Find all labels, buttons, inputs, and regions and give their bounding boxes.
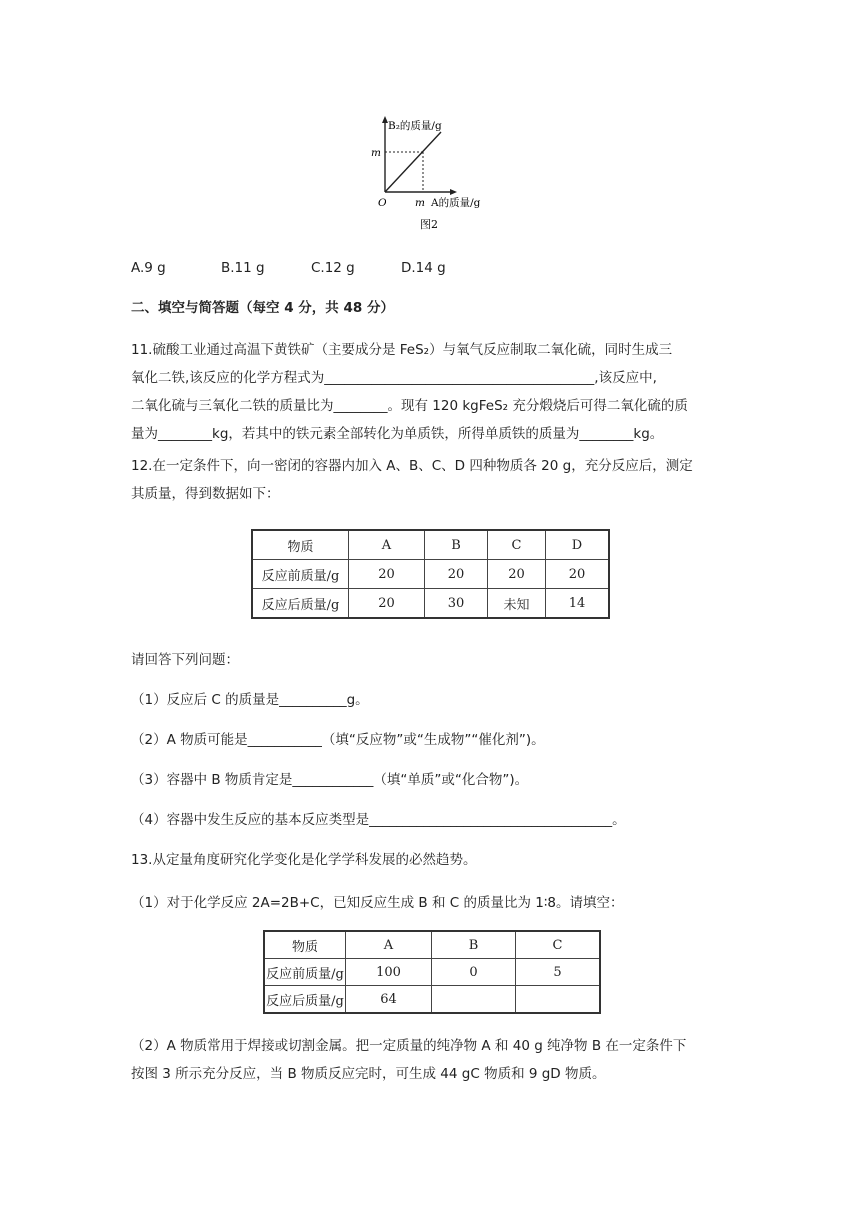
question-12 (131, 452, 731, 508)
table-cell: 物质 (252, 530, 349, 560)
table-row (252, 530, 609, 560)
table-cell: 64 (346, 986, 432, 1014)
choice-c[interactable]: C.12 g (311, 260, 355, 276)
table-cell: A (346, 931, 432, 959)
q12-prompt: 请回答下列问题： (131, 652, 239, 668)
choice-a[interactable]: A.9 g (131, 260, 166, 276)
table-cell: 反应前质量/g (264, 959, 346, 986)
q13-sub-1: （1）对于化学反应 2A=2B+C，已知反应生成 B 和 C 的质量比为 1∶8。请填空： (131, 895, 624, 911)
table-cell (432, 986, 516, 1014)
q11-line-3: 二氧化硫与三氧化二铁的质量比为________。现有 120 kgFeS₂ 充分煅烧后可得二氧化硫的质 (131, 398, 688, 414)
table-cell: B (432, 931, 516, 959)
q11-line-4: 量为________kg，若其中的铁元素全部转化为单质铁，所得单质铁的质量为________kg。 (131, 426, 664, 442)
q12-line-2: 其质量，得到数据如下： (131, 486, 280, 502)
table-cell (516, 986, 601, 1014)
table-cell: 物质 (264, 931, 346, 959)
q12-sub-4: （4）容器中发生反应的基本反应类型是____________________________________。 (131, 812, 626, 828)
q12-sub-2: （2）A 物质可能是___________（填“反应物”或“生成物”“催化剂”)。 (131, 732, 545, 748)
q13-sub-2 (131, 1032, 731, 1088)
table-cell: 0 (432, 959, 516, 986)
table-cell: 100 (346, 959, 432, 986)
table-cell: 反应后质量/g (264, 986, 346, 1014)
answer-choices (131, 258, 446, 278)
q13-sub-2-line-2: 按图 3 所示充分反应，当 B 物质反应完时，可生成 44 gC 物质和 9 gD 物质。 (131, 1066, 606, 1082)
table-cell: B (425, 530, 488, 560)
table-row (264, 986, 600, 1014)
table-cell: 5 (516, 959, 601, 986)
table-cell: C (516, 931, 601, 959)
mass-graph (368, 112, 508, 236)
figure-caption: 图2 (420, 218, 438, 231)
table-row (264, 959, 600, 986)
y-m-label: m (371, 147, 381, 159)
question-11 (131, 336, 731, 448)
table-cell: A (349, 530, 425, 560)
table-cell: C (488, 530, 546, 560)
y-axis-label: B₂的质量/g (388, 120, 442, 132)
table-cell: 20 (425, 560, 488, 589)
choice-b[interactable]: B.11 g (221, 260, 265, 276)
table-row (252, 589, 609, 619)
q11-line-2: 氧化二铁,该反应的化学方程式为________________________________________,该反应中, (131, 370, 657, 386)
q13-line-1: 13.从定量角度研究化学变化是化学学科发展的必然趋势。 (131, 852, 477, 868)
table-cell: 20 (488, 560, 546, 589)
table-cell: 反应后质量/g (252, 589, 349, 619)
table-cell: 20 (546, 560, 610, 589)
table-cell: 20 (349, 589, 425, 619)
x-m-label: m (415, 197, 425, 209)
q13-sub-2-line-1: （2）A 物质常用于焊接或切割金属。把一定质量的纯净物 A 和 40 g 纯净物 B 在一定条件下 (131, 1038, 687, 1054)
table-cell: 反应前质量/g (252, 560, 349, 589)
table-cell: 20 (349, 560, 425, 589)
choice-d[interactable]: D.14 g (401, 260, 446, 276)
proportion-line (385, 132, 441, 192)
q12-data-table (251, 529, 610, 619)
x-axis-arrow-icon (450, 189, 457, 195)
q12-line-1: 12.在一定条件下，向一密闭的容器内加入 A、B、C、D 四种物质各 20 g，充分反应后，测定 (131, 458, 693, 474)
q13-data-table (263, 930, 601, 1014)
q12-sub-1: （1）反应后 C 的质量是__________g。 (131, 692, 369, 708)
table-cell: D (546, 530, 610, 560)
origin-label: O (378, 197, 387, 209)
figure-2 (368, 112, 508, 236)
table-cell: 14 (546, 589, 610, 619)
x-axis-label: A的质量/g (431, 197, 481, 209)
section-title: 二、填空与简答题（每空 4 分，共 48 分） (131, 300, 394, 316)
q11-line-1: 11.硫酸工业通过高温下黄铁矿（主要成分是 FeS₂）与氧气反应制取二氧化硫，同时生成三 (131, 342, 673, 358)
table-cell: 30 (425, 589, 488, 619)
q12-sub-3: （3）容器中 B 物质肯定是____________（填“单质”或“化合物”)。 (131, 772, 529, 788)
table-row (264, 931, 600, 959)
table-row (252, 560, 609, 589)
table-cell: 未知 (488, 589, 546, 619)
